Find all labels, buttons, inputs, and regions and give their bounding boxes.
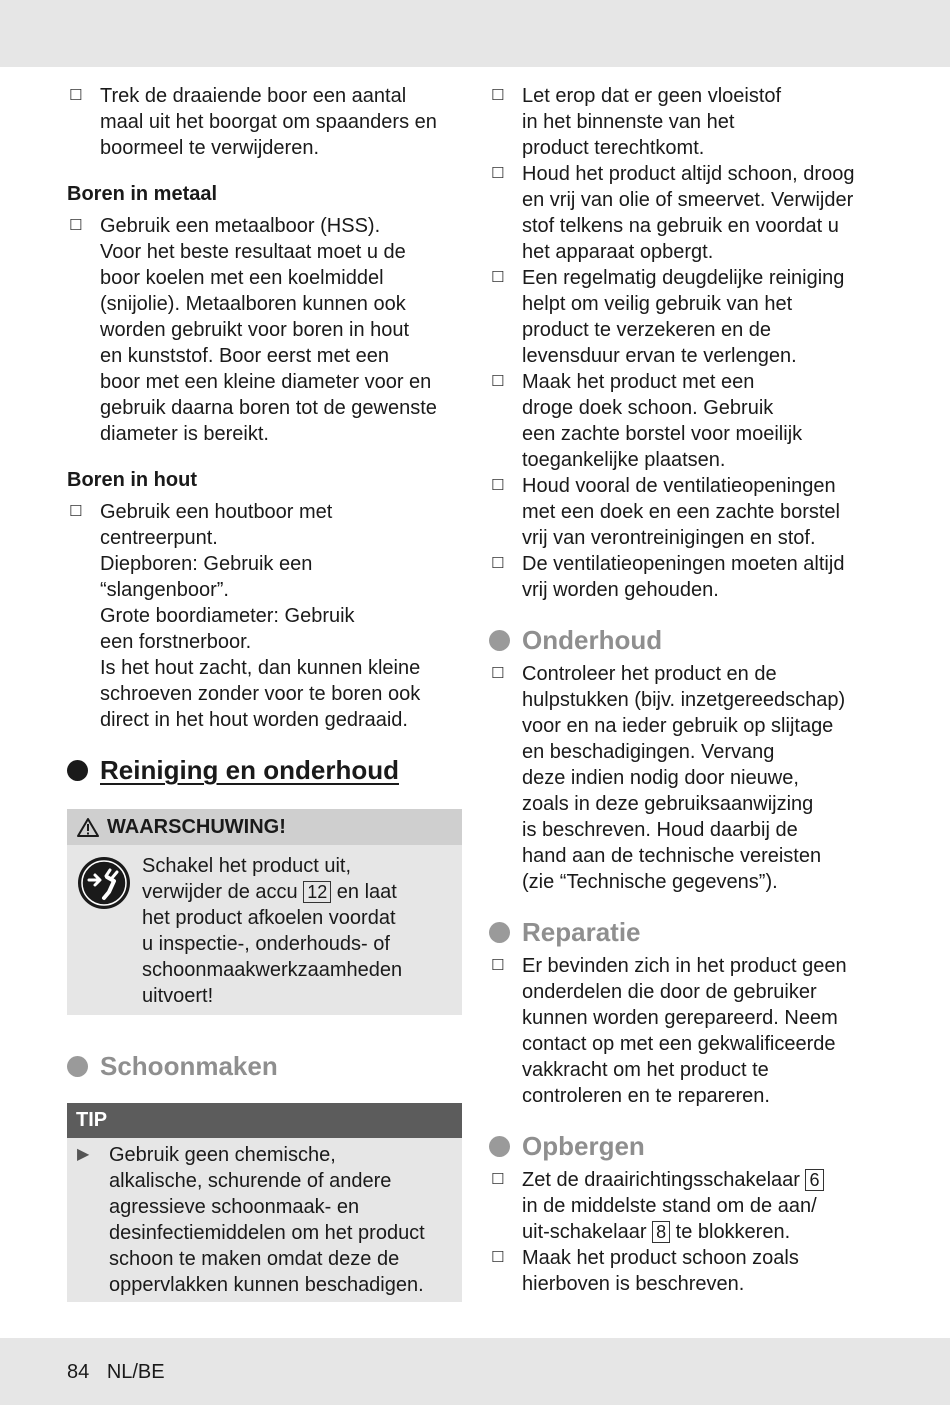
text-part: Zet de draairichtingsschakelaar <box>522 1169 806 1191</box>
checkbox-bullet-icon: ☐ <box>491 269 505 286</box>
left-column <box>67 83 462 1302</box>
right-column <box>489 83 889 1297</box>
list-item-text: Gebruik een metaalboor (HSS). Voor het beste resultaat moet u de boor koelen met een koelmiddel (snijolie). Metaalboren kunnen ook worden gebruikt voor boren in hout en kunststof. Boor eerst met een boor met een kleine diameter voor en gebruik daarna boren tot de gewenste diameter is bereikt. <box>100 215 437 445</box>
checkbox-bullet-icon: ☐ <box>491 165 505 182</box>
section-dot-icon <box>67 1056 88 1077</box>
warning-text <box>142 853 402 1009</box>
list-item <box>489 83 889 161</box>
tip-header: TIP <box>67 1103 462 1138</box>
section-heading-cleaning-maintenance <box>67 753 462 787</box>
page-number: 84 <box>67 1361 90 1383</box>
warning-header <box>67 809 462 845</box>
section-dot-icon <box>489 1136 510 1157</box>
checkbox-bullet-icon: ☐ <box>491 1249 505 1266</box>
checkbox-bullet-icon: ☐ <box>491 555 505 572</box>
checkbox-bullet-icon: ☐ <box>491 957 505 974</box>
header-band <box>0 0 950 67</box>
checkbox-bullet-icon: ☐ <box>491 665 505 682</box>
section-dot-icon <box>489 922 510 943</box>
list-item <box>489 661 889 895</box>
tip-text: Gebruik geen chemische, alkalische, schurende of andere agressieve schoonmaak- en desinfectiemiddelen om het product schoon te maken omdat deze de oppervlakken kunnen beschadigen. <box>109 1144 425 1296</box>
list-item-text: Gebruik een houtboor met centreerpunt. Diepboren: Gebruik een “slangenboor”. Grote boordiameter: Gebruik een forstnerboor. Is het hout zacht, dan kunnen kleine schroeven zonder voor te boren ook direct in het hout worden gedraaid. <box>100 501 421 731</box>
list-item <box>489 265 889 369</box>
list-item-text: Let erop dat er geen vloeistof in het binnenste van het product terechtkomt. <box>522 85 782 159</box>
text-part: te blokkeren. <box>670 1221 791 1243</box>
list-item <box>489 369 889 473</box>
reference-number-6: 6 <box>805 1169 823 1191</box>
section-heading-repair <box>489 915 889 949</box>
list-item <box>67 83 462 161</box>
section-title: Opbergen <box>522 1131 645 1161</box>
locale-label: NL/BE <box>106 1361 165 1383</box>
warning-label: WAARSCHUWING! <box>107 815 286 838</box>
list-item <box>67 213 462 447</box>
page-footer <box>67 1360 177 1384</box>
subheading-wood: Boren in hout <box>67 469 197 491</box>
list-item <box>489 1167 889 1245</box>
section-dot-icon <box>489 630 510 651</box>
section-heading-cleaning <box>67 1049 462 1083</box>
list-item <box>489 473 889 551</box>
list-item-text: Maak het product met een droge doek schoon. Gebruik een zachte borstel voor moeilijk toegankelijke plaatsen. <box>522 371 803 471</box>
list-item-text: Trek de draaiende boor een aantal maal uit het boorgat om spaanders en boormeel te verwijderen. <box>100 85 437 159</box>
list-item-text: Houd vooral de ventilatieopeningen met een doek en een zachte borstel vrij van verontreinigingen en stof. <box>522 475 840 549</box>
tip-body <box>67 1138 462 1302</box>
warning-text-part: en laat het product afkoelen voordat u inspectie-, onderhouds- of schoonmaakwerkzaamheden uitvoert! <box>142 881 403 1007</box>
section-title: Onderhoud <box>522 625 663 655</box>
section-title: Schoonmaken <box>100 1051 278 1081</box>
list-item-text: Er bevinden zich in het product geen onderdelen die door de gebruiker kunnen worden gerepareerd. Neem contact op met een gekwalificeerde vakkracht om het product te controleren en te repareren. <box>522 955 847 1107</box>
checkbox-bullet-icon: ☐ <box>491 1171 505 1188</box>
list-item-text: Controleer het product en de hulpstukken (bijv. inzetgereedschap) voor en na ieder gebruik op slijtage en beschadigingen. Vervang deze indien nodig door nieuwe, zoals in deze gebruiksaanwijzing is beschreven. Houd daarbij de hand aan de technische vereisten (zie “Technische gegevens”). <box>522 663 846 893</box>
section-heading-maintenance <box>489 623 889 657</box>
warning-triangle-icon <box>77 817 99 837</box>
checkbox-bullet-icon: ☐ <box>69 87 83 104</box>
section-title: Reiniging en onderhoud <box>100 755 399 785</box>
section-dot-icon <box>67 760 88 781</box>
checkbox-bullet-icon: ☐ <box>491 87 505 104</box>
checkbox-bullet-icon: ☐ <box>491 373 505 390</box>
checkbox-bullet-icon: ☐ <box>69 217 83 234</box>
section-heading-storage <box>489 1129 889 1163</box>
play-arrow-icon: ▶ <box>77 1146 90 1163</box>
list-item-text <box>522 1167 824 1245</box>
list-item-text: Een regelmatig deugdelijke reiniging helpt om veilig gebruik van het product te verzekeren en de levensduur ervan te verlengen. <box>522 267 845 367</box>
list-item <box>489 1245 889 1297</box>
tip-box <box>67 1103 462 1302</box>
list-item-text: Houd het product altijd schoon, droog en vrij van olie of smeervet. Verwijder stof telkens na gebruik en voordat u het apparaat opbergt. <box>522 163 855 263</box>
checkbox-bullet-icon: ☐ <box>69 503 83 520</box>
warning-box <box>67 809 462 1015</box>
list-item-text: De ventilatieopeningen moeten altijd vrij worden gehouden. <box>522 553 845 601</box>
text-part: in de middelste stand om de aan/ uit-schakelaar <box>522 1195 817 1243</box>
warning-body <box>67 845 462 1015</box>
warning-text-part: Schakel het product uit, verwijder de accu <box>142 855 352 903</box>
list-item-text: Maak het product schoon zoals hierboven is beschreven. <box>522 1247 799 1295</box>
reference-number-12: 12 <box>303 881 331 903</box>
section-title: Reparatie <box>522 917 641 947</box>
list-item <box>489 953 889 1109</box>
list-item <box>67 499 462 733</box>
reference-number-8: 8 <box>652 1221 670 1243</box>
list-item <box>489 551 889 603</box>
list-item <box>489 161 889 265</box>
subheading-metal: Boren in metaal <box>67 183 218 205</box>
checkbox-bullet-icon: ☐ <box>491 477 505 494</box>
disconnect-power-icon <box>77 853 142 1009</box>
